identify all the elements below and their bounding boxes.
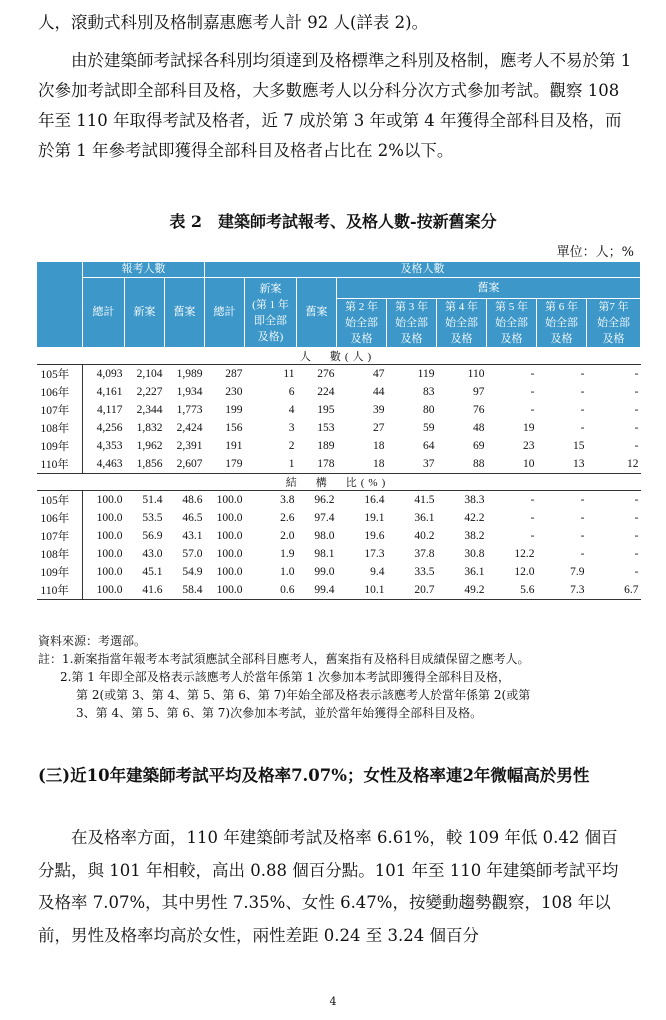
row-year: 105年	[37, 365, 83, 384]
table-caption: 表 2 建築師考試報考、及格人數-按新舊案分	[169, 212, 497, 231]
table-cell: -	[530, 494, 535, 506]
table-cell: 2,391	[176, 440, 203, 452]
table-cell: 88	[437, 455, 487, 474]
table-cell: 1,832	[136, 422, 163, 434]
table-cell: 7.9	[570, 566, 585, 578]
table-cell: 6.7	[587, 581, 641, 600]
table-cell: -	[634, 494, 639, 506]
table-cell: 3	[288, 422, 295, 434]
table-cell: 98.1	[314, 548, 335, 560]
table-cell: -	[580, 404, 585, 416]
table-row	[37, 563, 641, 581]
table-cell: -	[530, 386, 535, 398]
table-cell: 10	[487, 455, 537, 474]
table-cell: 4	[288, 404, 295, 416]
table-cell: 12.0	[514, 566, 535, 578]
table-cell: 97.4	[314, 512, 335, 524]
table-cell: 2.0	[280, 530, 295, 542]
table-cell: 100.0	[216, 512, 243, 524]
table-cell: 100.0	[96, 566, 123, 578]
table-cell: -	[634, 386, 639, 398]
table-cell: 11	[283, 368, 295, 380]
notes	[38, 632, 638, 722]
table-cell: -	[580, 548, 585, 560]
header-pass-old: 舊案	[337, 278, 641, 299]
table-cell: 56.9	[142, 530, 163, 542]
table-cell: -	[530, 404, 535, 416]
table-cell: 4,353	[96, 440, 123, 452]
table-cell: 2,344	[136, 404, 163, 416]
header-year-6: 第 6 年 始全部 及格	[537, 299, 587, 348]
header-pass-total: 總計	[205, 278, 245, 348]
table-cell: 98.0	[314, 530, 335, 542]
table-cell: 195	[317, 404, 335, 416]
table-cell: -	[634, 566, 639, 578]
table-cell: 36.1	[464, 566, 485, 578]
table-row	[37, 491, 641, 510]
table-cell: 13	[537, 455, 587, 474]
table-cell: 1.9	[280, 548, 295, 560]
unit-label: 單位：人；%	[556, 245, 634, 260]
table-cell: 6	[288, 386, 295, 398]
table-row	[37, 545, 641, 563]
table-cell: 1,856	[125, 455, 165, 474]
table-cell: 59	[423, 422, 435, 434]
table-cell: 64	[423, 440, 435, 452]
table-cell: 27	[373, 422, 385, 434]
table-cell: 83	[423, 386, 435, 398]
table-cell: 2,424	[176, 422, 203, 434]
table-cell: 2.6	[280, 512, 295, 524]
table-row	[37, 527, 641, 545]
row-year: 110年	[37, 455, 83, 474]
table-cell: 54.9	[182, 566, 203, 578]
table-row	[37, 401, 641, 419]
table-cell: 15	[573, 440, 585, 452]
table-cell: 4,256	[96, 422, 123, 434]
table-cell: 43.0	[142, 548, 163, 560]
table-cell: 153	[317, 422, 335, 434]
table-cell: 20.7	[387, 581, 437, 600]
header-year-5: 第 5 年 始全部 及格	[487, 299, 537, 348]
table-cell: -	[634, 422, 639, 434]
table-cell: 10.1	[337, 581, 387, 600]
header-group-report: 報考人數	[83, 262, 205, 278]
header-total: 總計	[83, 278, 125, 348]
paragraph-3: 在及格率方面，110 年建築師考試及格率 6.61%，較 109 年低 0.42 個百分點，與 101 年相較，高出 0.88 個百分點。101 年至 110 年建築師考試平均及格率 7.07%，其中男性 7.35%、女性 6.47%，按變動趨勢觀察，108 年以前，男性及格率均高於女性，兩性差距 0.24 至 3.24 個百分	[38, 828, 619, 945]
table-row	[37, 455, 641, 474]
row-year: 107年	[37, 401, 83, 419]
table-row	[37, 419, 641, 437]
table-cell: 45.1	[142, 566, 163, 578]
table-cell: 30.8	[464, 548, 485, 560]
table-cell: 48.6	[182, 494, 203, 506]
table-cell: 2,104	[136, 368, 163, 380]
table-cell: 5.6	[487, 581, 537, 600]
table-cell: 97	[473, 386, 485, 398]
table-cell: 2	[288, 440, 295, 452]
table-cell: 18	[373, 440, 385, 452]
table-cell: 53.5	[142, 512, 163, 524]
header-pass-new: 新案 (第 1 年 即全部 及格)	[245, 278, 297, 348]
table-cell: 100.0	[216, 530, 243, 542]
table-cell: 100.0	[216, 494, 243, 506]
table-cell: 42.2	[464, 512, 485, 524]
table-cell: 41.5	[414, 494, 435, 506]
table-cell: 224	[317, 386, 335, 398]
table-row	[37, 383, 641, 401]
table-cell: 1,989	[176, 368, 203, 380]
table-cell: 100.0	[96, 548, 123, 560]
row-year: 106年	[37, 383, 83, 401]
table-cell: 100.0	[216, 548, 243, 560]
header-year-3: 第 3 年 始全部 及格	[387, 299, 437, 348]
table-cell: -	[580, 368, 585, 380]
table-cell: 38.2	[464, 530, 485, 542]
table-cell: 19.6	[364, 530, 385, 542]
table-cell: 287	[225, 368, 243, 380]
table-cell: 99.4	[297, 581, 337, 600]
table-cell: 100.0	[205, 581, 245, 600]
table-cell: 39	[373, 404, 385, 416]
table-cell: -	[530, 530, 535, 542]
table-cell: 1,962	[136, 440, 163, 452]
table-cell: 16.4	[364, 494, 385, 506]
table-cell: 4,463	[83, 455, 125, 474]
table-cell: 2,227	[136, 386, 163, 398]
structure-section	[37, 474, 641, 600]
intro-line: 人，滾動式科別及格制嘉惠應考人計 92 人(詳表 2)。	[38, 13, 429, 32]
table-row	[37, 509, 641, 527]
section-heading: (三)近10年建築師考試平均及格率7.07%；女性及格率連2年微幅高於男性	[38, 766, 590, 785]
table-cell: -	[580, 386, 585, 398]
table-cell: 1	[245, 455, 297, 474]
table-cell: -	[634, 512, 639, 524]
table-cell: 7.3	[537, 581, 587, 600]
table-cell: -	[530, 368, 535, 380]
table-cell: 12	[587, 455, 641, 474]
table-cell: 276	[317, 368, 335, 380]
table-cell: 4,161	[96, 386, 123, 398]
table-cell: 179	[205, 455, 245, 474]
table-cell: -	[634, 404, 639, 416]
table-cell: 156	[225, 422, 243, 434]
table-cell: 4,093	[96, 368, 123, 380]
table-cell: 37.8	[414, 548, 435, 560]
header-year-4: 第 4 年 始全部 及格	[437, 299, 487, 348]
table-cell: 58.4	[165, 581, 205, 600]
table-cell: 18	[337, 455, 387, 474]
table-cell: 36.1	[414, 512, 435, 524]
table-cell: 3.8	[280, 494, 295, 506]
header-corner	[37, 262, 83, 348]
source-note: 資料來源：考選部。	[38, 634, 147, 648]
table-cell: 19.1	[364, 512, 385, 524]
page-number: 4	[329, 995, 337, 1008]
table-cell: -	[580, 422, 585, 434]
row-year: 106年	[37, 509, 83, 527]
table-cell: 76	[473, 404, 485, 416]
table-cell: 178	[297, 455, 337, 474]
table-cell: -	[634, 530, 639, 542]
row-year: 110年	[37, 581, 83, 600]
table-cell: 48	[473, 422, 485, 434]
table-cell: -	[634, 548, 639, 560]
header-group-pass: 及格人數	[205, 262, 641, 278]
table-cell: 69	[473, 440, 485, 452]
table-cell: 40.2	[414, 530, 435, 542]
paragraph-2: 由於建築師考試採各科別均須達到及格標準之科別及格制，應考人不易於第 1 次參加考試即全部科目及格，大多數應考人以分科分次方式參加考試。觀察 108 年至 110 年取得考試及格者，近 7 成於第 3 年或第 4 年獲得全部科目及格，而於第 1 年參考試即獲得全部科目及格者占比在 2%以下。	[38, 51, 632, 160]
table-cell: 1,773	[176, 404, 203, 416]
table-cell: 44	[373, 386, 385, 398]
table-cell: 33.5	[414, 566, 435, 578]
table-cell: -	[634, 368, 639, 380]
table-cell: 23	[523, 440, 535, 452]
table-cell: 57.0	[182, 548, 203, 560]
row-year: 108年	[37, 545, 83, 563]
row-year: 108年	[37, 419, 83, 437]
table-cell: 191	[225, 440, 243, 452]
note-2-line-1: 2.第 1 年即全部及格表示該應考人於當年係第 1 次參加本考試即獲得全部科目及格，	[60, 670, 510, 684]
table-cell: -	[580, 530, 585, 542]
data-table	[36, 261, 641, 600]
section-label-structure: 結 構 比(%)	[37, 474, 641, 491]
table-row	[37, 437, 641, 455]
note-2-line-2: 第 2(或第 3、第 4、第 5、第 6、第 7)年始全部及格表示該應考人於當年係第 2(或第	[76, 688, 531, 702]
table-cell: 49.2	[437, 581, 487, 600]
row-year: 107年	[37, 527, 83, 545]
table-row	[37, 581, 641, 600]
table-cell: -	[530, 512, 535, 524]
table-cell: 2,607	[165, 455, 205, 474]
header-pass-old-total: 舊案	[297, 278, 337, 348]
table-cell: 119	[417, 368, 435, 380]
table-cell: 51.4	[142, 494, 163, 506]
table-cell: 100.0	[83, 581, 125, 600]
table-cell: -	[580, 512, 585, 524]
header-old: 舊案	[165, 278, 205, 348]
table-cell: 4,117	[97, 404, 123, 416]
table-cell: 0.6	[245, 581, 297, 600]
people-section	[37, 348, 641, 474]
table-cell: 199	[225, 404, 243, 416]
table-cell: 189	[317, 440, 335, 452]
table-cell: 43.1	[182, 530, 203, 542]
table-row	[37, 365, 641, 384]
table-cell: 38.3	[464, 494, 485, 506]
table-cell: 47	[373, 368, 385, 380]
table-cell: 100.0	[96, 494, 123, 506]
table-cell: 1.0	[280, 566, 295, 578]
table-cell: 1,934	[176, 386, 203, 398]
header-year-2: 第 2 年 始全部 及格	[337, 299, 387, 348]
table-cell: 9.4	[370, 566, 385, 578]
table-cell: 19	[523, 422, 535, 434]
header-new: 新案	[125, 278, 165, 348]
table-cell: 230	[225, 386, 243, 398]
table-cell: 12.2	[514, 548, 535, 560]
row-year: 109年	[37, 563, 83, 581]
table-cell: 46.5	[182, 512, 203, 524]
table-cell: 100.0	[216, 566, 243, 578]
table-cell: 96.2	[314, 494, 335, 506]
table-cell: 41.6	[125, 581, 165, 600]
table-cell: 17.3	[364, 548, 385, 560]
table-cell: 110	[467, 368, 485, 380]
table-cell: 99.0	[314, 566, 335, 578]
row-year: 105年	[37, 491, 83, 510]
table-cell: 100.0	[96, 530, 123, 542]
header-year-7: 第7 年 始全部 及格	[587, 299, 641, 348]
table-cell: -	[580, 494, 585, 506]
table-cell: -	[634, 440, 639, 452]
note-2-line-3: 3、第 4、第 5、第 6、第 7)次參加本考試，並於當年始獲得全部科目及格。	[76, 706, 483, 720]
table-cell: 80	[423, 404, 435, 416]
note-1: 註：1.新案指當年報考本考試須應試全部科目應考人，舊案指有及格科目成績保留之應考人。	[38, 652, 530, 666]
row-year: 109年	[37, 437, 83, 455]
table-cell: 100.0	[96, 512, 123, 524]
section-label-people: 人 數(人)	[37, 348, 641, 365]
table-cell: 37	[387, 455, 437, 474]
